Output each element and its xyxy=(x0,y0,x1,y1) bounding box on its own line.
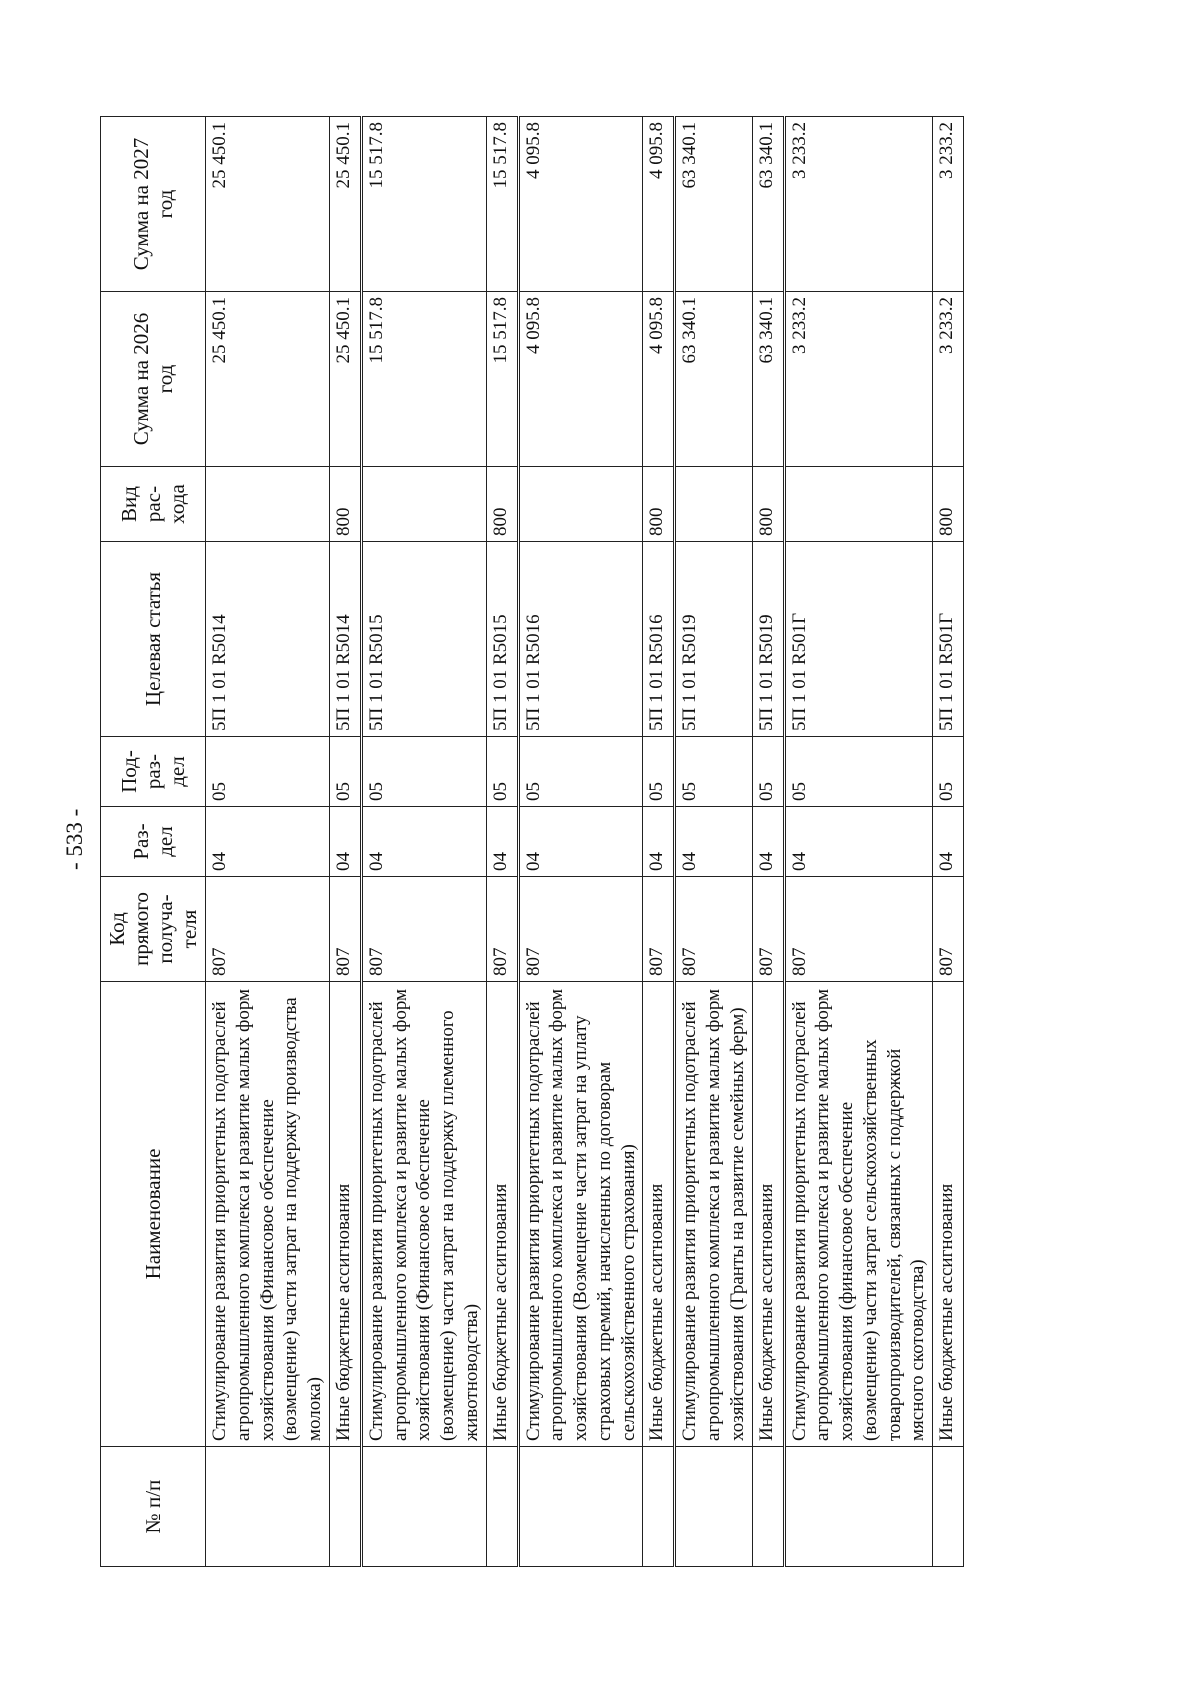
header-name: Наименование xyxy=(101,982,206,1447)
cell-num xyxy=(643,1447,675,1567)
header-recipient-code: Код прямого получа-теля xyxy=(101,877,206,982)
header-num: № п/п xyxy=(101,1447,206,1567)
cell-recipient-code: 807 xyxy=(784,877,933,982)
cell-sum-2027: 15 517.8 xyxy=(361,117,486,292)
header-section: Раз-дел xyxy=(101,807,206,877)
table-row xyxy=(933,117,964,1567)
cell-sum-2027: 25 450.1 xyxy=(206,117,330,292)
cell-expense-type xyxy=(206,467,330,542)
cell-subsection: 05 xyxy=(329,737,361,807)
cell-num xyxy=(486,1447,518,1567)
cell-recipient-code: 807 xyxy=(206,877,330,982)
header-sum-2026: Сумма на 2026 год xyxy=(101,292,206,467)
cell-expense-type xyxy=(361,467,486,542)
cell-name: Стимулирование развития приоритетных подотраслей агропромышленного комплекса и развитие малых форм хозяйствования (Финансовое обеспечение (возмещение) части затрат на поддержку племенного животноводства) xyxy=(361,982,486,1447)
cell-recipient-code: 807 xyxy=(752,877,784,982)
header-subsection: Под-раз-дел xyxy=(101,737,206,807)
header-expense-type: Вид рас-хода xyxy=(101,467,206,542)
cell-subsection: 05 xyxy=(518,737,643,807)
cell-num xyxy=(675,1447,752,1567)
cell-recipient-code: 807 xyxy=(486,877,518,982)
table-row xyxy=(329,117,361,1567)
cell-num xyxy=(518,1447,643,1567)
cell-sum-2027: 4 095.8 xyxy=(643,117,675,292)
cell-section: 04 xyxy=(675,807,752,877)
cell-sum-2026: 63 340.1 xyxy=(675,292,752,467)
cell-subsection: 05 xyxy=(361,737,486,807)
cell-section: 04 xyxy=(752,807,784,877)
cell-expense-type: 800 xyxy=(486,467,518,542)
cell-expense-type xyxy=(675,467,752,542)
cell-sum-2027: 3 233.2 xyxy=(933,117,964,292)
cell-section: 04 xyxy=(361,807,486,877)
cell-sum-2026: 4 095.8 xyxy=(518,292,643,467)
cell-sum-2026: 15 517.8 xyxy=(361,292,486,467)
table-row xyxy=(486,117,518,1567)
cell-subsection: 05 xyxy=(752,737,784,807)
cell-name: Иные бюджетные ассигнования xyxy=(643,982,675,1447)
cell-subsection: 05 xyxy=(933,737,964,807)
cell-target-article: 5П 1 01 R5014 xyxy=(329,542,361,737)
cell-expense-type: 800 xyxy=(933,467,964,542)
cell-sum-2026: 3 233.2 xyxy=(933,292,964,467)
cell-sum-2027: 63 340.1 xyxy=(752,117,784,292)
cell-subsection: 05 xyxy=(206,737,330,807)
cell-sum-2026: 63 340.1 xyxy=(752,292,784,467)
cell-section: 04 xyxy=(206,807,330,877)
cell-recipient-code: 807 xyxy=(361,877,486,982)
cell-sum-2026: 25 450.1 xyxy=(206,292,330,467)
table-header xyxy=(101,117,206,1567)
cell-name: Стимулирование развития приоритетных подотраслей агропромышленного комплекса и развитие малых форм хозяйствования (Гранты на развитие семейных ферм) xyxy=(675,982,752,1447)
cell-num xyxy=(784,1447,933,1567)
cell-expense-type: 800 xyxy=(643,467,675,542)
table-row xyxy=(784,117,933,1567)
cell-sum-2026: 15 517.8 xyxy=(486,292,518,467)
cell-sum-2027: 63 340.1 xyxy=(675,117,752,292)
cell-name: Стимулирование развития приоритетных подотраслей агропромышленного комплекса и развитие малых форм хозяйствования (Возмещение части затрат на уплату страховых премий, начисленных по договорам сельскохозяйственного страхования) xyxy=(518,982,643,1447)
cell-section: 04 xyxy=(784,807,933,877)
cell-expense-type xyxy=(784,467,933,542)
cell-recipient-code: 807 xyxy=(643,877,675,982)
cell-recipient-code: 807 xyxy=(933,877,964,982)
cell-num xyxy=(752,1447,784,1567)
header-target-article: Целевая статья xyxy=(101,542,206,737)
rotated-table-sheet xyxy=(100,117,970,1567)
table-body xyxy=(206,117,964,1567)
cell-subsection: 05 xyxy=(675,737,752,807)
cell-expense-type xyxy=(518,467,643,542)
cell-sum-2027: 3 233.2 xyxy=(784,117,933,292)
table-row xyxy=(643,117,675,1567)
cell-num xyxy=(361,1447,486,1567)
cell-name: Иные бюджетные ассигнования xyxy=(329,982,361,1447)
cell-name: Иные бюджетные ассигнования xyxy=(752,982,784,1447)
cell-expense-type: 800 xyxy=(329,467,361,542)
cell-sum-2026: 3 233.2 xyxy=(784,292,933,467)
cell-recipient-code: 807 xyxy=(329,877,361,982)
cell-target-article: 5П 1 01 R5015 xyxy=(486,542,518,737)
cell-target-article: 5П 1 01 R501Г xyxy=(784,542,933,737)
cell-target-article: 5П 1 01 R5014 xyxy=(206,542,330,737)
cell-section: 04 xyxy=(329,807,361,877)
cell-name: Иные бюджетные ассигнования xyxy=(486,982,518,1447)
cell-subsection: 05 xyxy=(643,737,675,807)
table-row xyxy=(752,117,784,1567)
cell-num xyxy=(206,1447,330,1567)
cell-sum-2026: 25 450.1 xyxy=(329,292,361,467)
cell-target-article: 5П 1 01 R501Г xyxy=(933,542,964,737)
cell-subsection: 05 xyxy=(486,737,518,807)
cell-name: Иные бюджетные ассигнования xyxy=(933,982,964,1447)
cell-target-article: 5П 1 01 R5016 xyxy=(643,542,675,737)
table-row xyxy=(675,117,752,1567)
page-number: - 533 - xyxy=(62,808,87,870)
cell-sum-2027: 15 517.8 xyxy=(486,117,518,292)
header-row xyxy=(101,117,206,1567)
cell-subsection: 05 xyxy=(784,737,933,807)
cell-name: Стимулирование развития приоритетных подотраслей агропромышленного комплекса и развитие малых форм хозяйствования (финансовое обеспечение (возмещение) части затрат сельскохозяйственных товаропроизводителей, связанных с поддержкой мясного скотоводства) xyxy=(784,982,933,1447)
cell-section: 04 xyxy=(518,807,643,877)
table-row xyxy=(206,117,330,1567)
cell-name: Стимулирование развития приоритетных подотраслей агропромышленного комплекса и развитие малых форм хозяйствования (Финансовое обеспечение (возмещение) части затрат на поддержку производства молока) xyxy=(206,982,330,1447)
table-row xyxy=(518,117,643,1567)
cell-num xyxy=(329,1447,361,1567)
cell-expense-type: 800 xyxy=(752,467,784,542)
cell-target-article: 5П 1 01 R5016 xyxy=(518,542,643,737)
cell-section: 04 xyxy=(643,807,675,877)
cell-sum-2026: 4 095.8 xyxy=(643,292,675,467)
cell-recipient-code: 807 xyxy=(675,877,752,982)
header-sum-2027: Сумма на 2027 год xyxy=(101,117,206,292)
cell-target-article: 5П 1 01 R5019 xyxy=(752,542,784,737)
cell-target-article: 5П 1 01 R5019 xyxy=(675,542,752,737)
budget-allocation-table xyxy=(100,116,964,1567)
cell-target-article: 5П 1 01 R5015 xyxy=(361,542,486,737)
cell-num xyxy=(933,1447,964,1567)
table-row xyxy=(361,117,486,1567)
cell-section: 04 xyxy=(486,807,518,877)
cell-sum-2027: 4 095.8 xyxy=(518,117,643,292)
cell-section: 04 xyxy=(933,807,964,877)
cell-recipient-code: 807 xyxy=(518,877,643,982)
cell-sum-2027: 25 450.1 xyxy=(329,117,361,292)
